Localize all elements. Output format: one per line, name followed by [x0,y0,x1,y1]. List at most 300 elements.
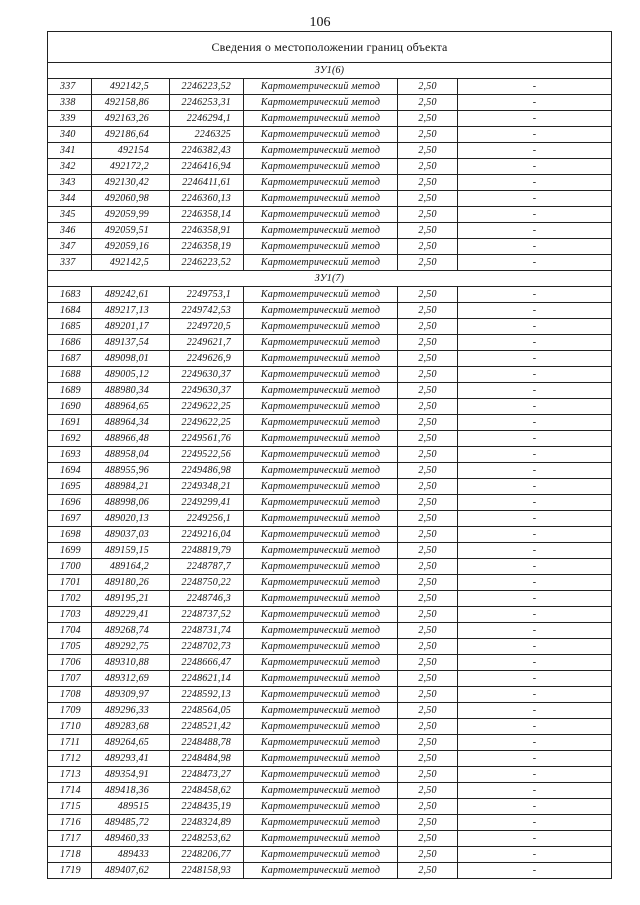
table-row [48,863,612,879]
accuracy-cell: 2,50 [398,287,458,303]
method-cell: Картометрический метод [244,799,398,815]
accuracy-cell: 2,50 [398,687,458,703]
point-number-cell: 337 [48,79,92,95]
accuracy-cell: 2,50 [398,863,458,879]
method-cell: Картометрический метод [244,639,398,655]
point-number-cell: 1708 [48,687,92,703]
note-cell: - [458,655,612,671]
table-row [48,607,612,623]
table-row [48,511,612,527]
x-coordinate-cell: 489217,13 [92,303,170,319]
point-number-cell: 1691 [48,415,92,431]
point-number-cell: 1687 [48,351,92,367]
accuracy-cell: 2,50 [398,799,458,815]
x-coordinate-cell: 489309,97 [92,687,170,703]
accuracy-cell: 2,50 [398,111,458,127]
y-coordinate-cell: 2249720,5 [170,319,244,335]
note-cell: - [458,671,612,687]
x-coordinate-cell: 489195,21 [92,591,170,607]
method-cell: Картометрический метод [244,303,398,319]
y-coordinate-cell: 2248564,05 [170,703,244,719]
accuracy-cell: 2,50 [398,575,458,591]
note-cell: - [458,447,612,463]
group-header-row [48,63,612,79]
table-row [48,543,612,559]
method-cell: Картометрический метод [244,79,398,95]
point-number-cell: 1693 [48,447,92,463]
note-cell: - [458,831,612,847]
note-cell: - [458,351,612,367]
point-number-cell: 1706 [48,655,92,671]
accuracy-cell: 2,50 [398,383,458,399]
accuracy-cell: 2,50 [398,511,458,527]
x-coordinate-cell: 492142,5 [92,79,170,95]
x-coordinate-cell: 489164,2 [92,559,170,575]
point-number-cell: 1694 [48,463,92,479]
note-cell: - [458,159,612,175]
note-cell: - [458,431,612,447]
y-coordinate-cell: 2248666,47 [170,655,244,671]
table-row [48,735,612,751]
y-coordinate-cell: 2249630,37 [170,383,244,399]
x-coordinate-cell: 488998,06 [92,495,170,511]
accuracy-cell: 2,50 [398,559,458,575]
method-cell: Картометрический метод [244,111,398,127]
method-cell: Картометрический метод [244,527,398,543]
accuracy-cell: 2,50 [398,543,458,559]
method-cell: Картометрический метод [244,255,398,271]
table-row [48,111,612,127]
y-coordinate-cell: 2246294,1 [170,111,244,127]
method-cell: Картометрический метод [244,239,398,255]
note-cell: - [458,511,612,527]
table-row [48,143,612,159]
y-coordinate-cell: 2249742,53 [170,303,244,319]
accuracy-cell: 2,50 [398,351,458,367]
table-row [48,303,612,319]
y-coordinate-cell: 2248206,77 [170,847,244,863]
table-row [48,767,612,783]
boundary-table [47,31,612,879]
point-number-cell: 1689 [48,383,92,399]
point-number-cell: 1685 [48,319,92,335]
x-coordinate-cell: 492060,98 [92,191,170,207]
note-cell: - [458,479,612,495]
x-coordinate-cell: 488966,48 [92,431,170,447]
point-number-cell: 1712 [48,751,92,767]
table-title-row [48,32,612,63]
note-cell: - [458,591,612,607]
accuracy-cell: 2,50 [398,79,458,95]
x-coordinate-cell: 489037,03 [92,527,170,543]
table-row [48,367,612,383]
accuracy-cell: 2,50 [398,175,458,191]
y-coordinate-cell: 2248746,3 [170,591,244,607]
point-number-cell: 1713 [48,767,92,783]
point-number-cell: 1707 [48,671,92,687]
x-coordinate-cell: 492142,5 [92,255,170,271]
table-row [48,847,612,863]
x-coordinate-cell: 489407,62 [92,863,170,879]
accuracy-cell: 2,50 [398,223,458,239]
accuracy-cell: 2,50 [398,671,458,687]
method-cell: Картометрический метод [244,191,398,207]
method-cell: Картометрический метод [244,479,398,495]
point-number-cell: 1704 [48,623,92,639]
x-coordinate-cell: 489292,75 [92,639,170,655]
method-cell: Картометрический метод [244,127,398,143]
accuracy-cell: 2,50 [398,495,458,511]
note-cell: - [458,863,612,879]
y-coordinate-cell: 2248158,93 [170,863,244,879]
point-number-cell: 1717 [48,831,92,847]
point-number-cell: 340 [48,127,92,143]
point-number-cell: 1700 [48,559,92,575]
accuracy-cell: 2,50 [398,623,458,639]
method-cell: Картометрический метод [244,703,398,719]
accuracy-cell: 2,50 [398,639,458,655]
y-coordinate-cell: 2249561,76 [170,431,244,447]
point-number-cell: 1718 [48,847,92,863]
x-coordinate-cell: 489098,01 [92,351,170,367]
y-coordinate-cell: 2248253,62 [170,831,244,847]
y-coordinate-cell: 2249626,9 [170,351,244,367]
table-row [48,751,612,767]
table-row [48,527,612,543]
accuracy-cell: 2,50 [398,367,458,383]
method-cell: Картометрический метод [244,847,398,863]
table-row [48,703,612,719]
accuracy-cell: 2,50 [398,399,458,415]
point-number-cell: 1684 [48,303,92,319]
accuracy-cell: 2,50 [398,735,458,751]
x-coordinate-cell: 492154 [92,143,170,159]
point-number-cell: 338 [48,95,92,111]
table-row [48,95,612,111]
x-coordinate-cell: 489020,13 [92,511,170,527]
method-cell: Картометрический метод [244,751,398,767]
table-row [48,431,612,447]
y-coordinate-cell: 2248324,89 [170,815,244,831]
y-coordinate-cell: 2248621,14 [170,671,244,687]
table-row [48,383,612,399]
x-coordinate-cell: 489460,33 [92,831,170,847]
note-cell: - [458,607,612,623]
y-coordinate-cell: 2249753,1 [170,287,244,303]
x-coordinate-cell: 492059,51 [92,223,170,239]
point-number-cell: 1714 [48,783,92,799]
method-cell: Картометрический метод [244,287,398,303]
table-row [48,671,612,687]
x-coordinate-cell: 489180,26 [92,575,170,591]
note-cell: - [458,143,612,159]
accuracy-cell: 2,50 [398,655,458,671]
y-coordinate-cell: 2249486,98 [170,463,244,479]
group-label: ЗУ1(7) [48,271,612,287]
table-row [48,799,612,815]
method-cell: Картометрический метод [244,399,398,415]
accuracy-cell: 2,50 [398,415,458,431]
note-cell: - [458,623,612,639]
point-number-cell: 1688 [48,367,92,383]
x-coordinate-cell: 489296,33 [92,703,170,719]
accuracy-cell: 2,50 [398,207,458,223]
y-coordinate-cell: 2248488,78 [170,735,244,751]
note-cell: - [458,735,612,751]
table-row [48,207,612,223]
point-number-cell: 347 [48,239,92,255]
accuracy-cell: 2,50 [398,431,458,447]
method-cell: Картометрический метод [244,591,398,607]
accuracy-cell: 2,50 [398,767,458,783]
method-cell: Картометрический метод [244,95,398,111]
method-cell: Картометрический метод [244,143,398,159]
table-row [48,351,612,367]
group-label: ЗУ1(6) [48,63,612,79]
method-cell: Картометрический метод [244,319,398,335]
y-coordinate-cell: 2246325 [170,127,244,143]
y-coordinate-cell: 2248702,73 [170,639,244,655]
note-cell: - [458,303,612,319]
table-row [48,175,612,191]
x-coordinate-cell: 489354,91 [92,767,170,783]
table-row [48,591,612,607]
note-cell: - [458,95,612,111]
x-coordinate-cell: 492172,2 [92,159,170,175]
note-cell: - [458,559,612,575]
accuracy-cell: 2,50 [398,255,458,271]
table-row [48,79,612,95]
x-coordinate-cell: 489137,54 [92,335,170,351]
x-coordinate-cell: 492059,16 [92,239,170,255]
y-coordinate-cell: 2249622,25 [170,415,244,431]
note-cell: - [458,783,612,799]
note-cell: - [458,415,612,431]
method-cell: Картометрический метод [244,351,398,367]
y-coordinate-cell: 2246358,19 [170,239,244,255]
method-cell: Картометрический метод [244,383,398,399]
table-row [48,719,612,735]
accuracy-cell: 2,50 [398,527,458,543]
table-row [48,831,612,847]
y-coordinate-cell: 2246223,52 [170,79,244,95]
note-cell: - [458,799,612,815]
accuracy-cell: 2,50 [398,95,458,111]
method-cell: Картометрический метод [244,447,398,463]
table-row [48,559,612,575]
x-coordinate-cell: 492130,42 [92,175,170,191]
x-coordinate-cell: 489310,88 [92,655,170,671]
table-row [48,447,612,463]
method-cell: Картометрический метод [244,175,398,191]
method-cell: Картометрический метод [244,207,398,223]
y-coordinate-cell: 2249622,25 [170,399,244,415]
y-coordinate-cell: 2248819,79 [170,543,244,559]
table-row [48,463,612,479]
y-coordinate-cell: 2248737,52 [170,607,244,623]
y-coordinate-cell: 2249522,56 [170,447,244,463]
point-number-cell: 343 [48,175,92,191]
y-coordinate-cell: 2246223,52 [170,255,244,271]
point-number-cell: 345 [48,207,92,223]
table-row [48,319,612,335]
method-cell: Картометрический метод [244,511,398,527]
note-cell: - [458,319,612,335]
note-cell: - [458,399,612,415]
x-coordinate-cell: 488964,65 [92,399,170,415]
accuracy-cell: 2,50 [398,127,458,143]
y-coordinate-cell: 2246416,94 [170,159,244,175]
note-cell: - [458,239,612,255]
method-cell: Картометрический метод [244,223,398,239]
table-row [48,575,612,591]
x-coordinate-cell: 489515 [92,799,170,815]
y-coordinate-cell: 2246360,13 [170,191,244,207]
note-cell: - [458,79,612,95]
y-coordinate-cell: 2248731,74 [170,623,244,639]
x-coordinate-cell: 488984,21 [92,479,170,495]
method-cell: Картометрический метод [244,671,398,687]
y-coordinate-cell: 2248484,98 [170,751,244,767]
point-number-cell: 1696 [48,495,92,511]
accuracy-cell: 2,50 [398,143,458,159]
note-cell: - [458,175,612,191]
accuracy-cell: 2,50 [398,719,458,735]
y-coordinate-cell: 2249348,21 [170,479,244,495]
method-cell: Картометрический метод [244,863,398,879]
table-row [48,223,612,239]
method-cell: Картометрический метод [244,559,398,575]
method-cell: Картометрический метод [244,415,398,431]
table-row [48,783,612,799]
x-coordinate-cell: 489293,41 [92,751,170,767]
point-number-cell: 342 [48,159,92,175]
accuracy-cell: 2,50 [398,831,458,847]
method-cell: Картометрический метод [244,815,398,831]
note-cell: - [458,527,612,543]
point-number-cell: 1719 [48,863,92,879]
x-coordinate-cell: 489268,74 [92,623,170,639]
y-coordinate-cell: 2249256,1 [170,511,244,527]
note-cell: - [458,575,612,591]
y-coordinate-cell: 2249216,04 [170,527,244,543]
note-cell: - [458,639,612,655]
accuracy-cell: 2,50 [398,463,458,479]
point-number-cell: 1690 [48,399,92,415]
accuracy-cell: 2,50 [398,607,458,623]
note-cell: - [458,687,612,703]
x-coordinate-cell: 488955,96 [92,463,170,479]
x-coordinate-cell: 492158,86 [92,95,170,111]
point-number-cell: 1697 [48,511,92,527]
accuracy-cell: 2,50 [398,815,458,831]
point-number-cell: 1701 [48,575,92,591]
note-cell: - [458,367,612,383]
point-number-cell: 1715 [48,799,92,815]
table-row [48,159,612,175]
y-coordinate-cell: 2249621,7 [170,335,244,351]
y-coordinate-cell: 2249299,41 [170,495,244,511]
x-coordinate-cell: 489418,36 [92,783,170,799]
x-coordinate-cell: 492059,99 [92,207,170,223]
method-cell: Картометрический метод [244,431,398,447]
note-cell: - [458,383,612,399]
point-number-cell: 1699 [48,543,92,559]
y-coordinate-cell: 2246358,14 [170,207,244,223]
x-coordinate-cell: 489283,68 [92,719,170,735]
x-coordinate-cell: 489159,15 [92,543,170,559]
x-coordinate-cell: 489229,41 [92,607,170,623]
point-number-cell: 1710 [48,719,92,735]
note-cell: - [458,207,612,223]
point-number-cell: 341 [48,143,92,159]
note-cell: - [458,191,612,207]
table-title: Сведения о местоположении границ объекта [48,32,612,63]
accuracy-cell: 2,50 [398,783,458,799]
accuracy-cell: 2,50 [398,847,458,863]
note-cell: - [458,543,612,559]
x-coordinate-cell: 489264,65 [92,735,170,751]
y-coordinate-cell: 2246253,31 [170,95,244,111]
note-cell: - [458,847,612,863]
method-cell: Картометрический метод [244,159,398,175]
table-body [48,32,612,879]
note-cell: - [458,463,612,479]
table-row [48,335,612,351]
x-coordinate-cell: 489433 [92,847,170,863]
method-cell: Картометрический метод [244,335,398,351]
table-row [48,191,612,207]
x-coordinate-cell: 489312,69 [92,671,170,687]
accuracy-cell: 2,50 [398,447,458,463]
point-number-cell: 1686 [48,335,92,351]
group-header-row [48,271,612,287]
table-row [48,127,612,143]
page-number: 106 [309,15,331,30]
point-number-cell: 337 [48,255,92,271]
method-cell: Картометрический метод [244,607,398,623]
table-row [48,687,612,703]
point-number-cell: 1709 [48,703,92,719]
y-coordinate-cell: 2248592,13 [170,687,244,703]
y-coordinate-cell: 2248521,42 [170,719,244,735]
point-number-cell: 1705 [48,639,92,655]
accuracy-cell: 2,50 [398,319,458,335]
y-coordinate-cell: 2248435,19 [170,799,244,815]
point-number-cell: 1716 [48,815,92,831]
y-coordinate-cell: 2248787,7 [170,559,244,575]
point-number-cell: 1703 [48,607,92,623]
x-coordinate-cell: 488964,34 [92,415,170,431]
y-coordinate-cell: 2246382,43 [170,143,244,159]
method-cell: Картометрический метод [244,575,398,591]
y-coordinate-cell: 2248458,62 [170,783,244,799]
note-cell: - [458,335,612,351]
accuracy-cell: 2,50 [398,335,458,351]
method-cell: Картометрический метод [244,767,398,783]
table-row [48,399,612,415]
note-cell: - [458,751,612,767]
y-coordinate-cell: 2249630,37 [170,367,244,383]
table-row [48,479,612,495]
method-cell: Картометрический метод [244,495,398,511]
table-row [48,639,612,655]
table-row [48,815,612,831]
accuracy-cell: 2,50 [398,751,458,767]
table-row [48,415,612,431]
x-coordinate-cell: 489485,72 [92,815,170,831]
x-coordinate-cell: 492186,64 [92,127,170,143]
